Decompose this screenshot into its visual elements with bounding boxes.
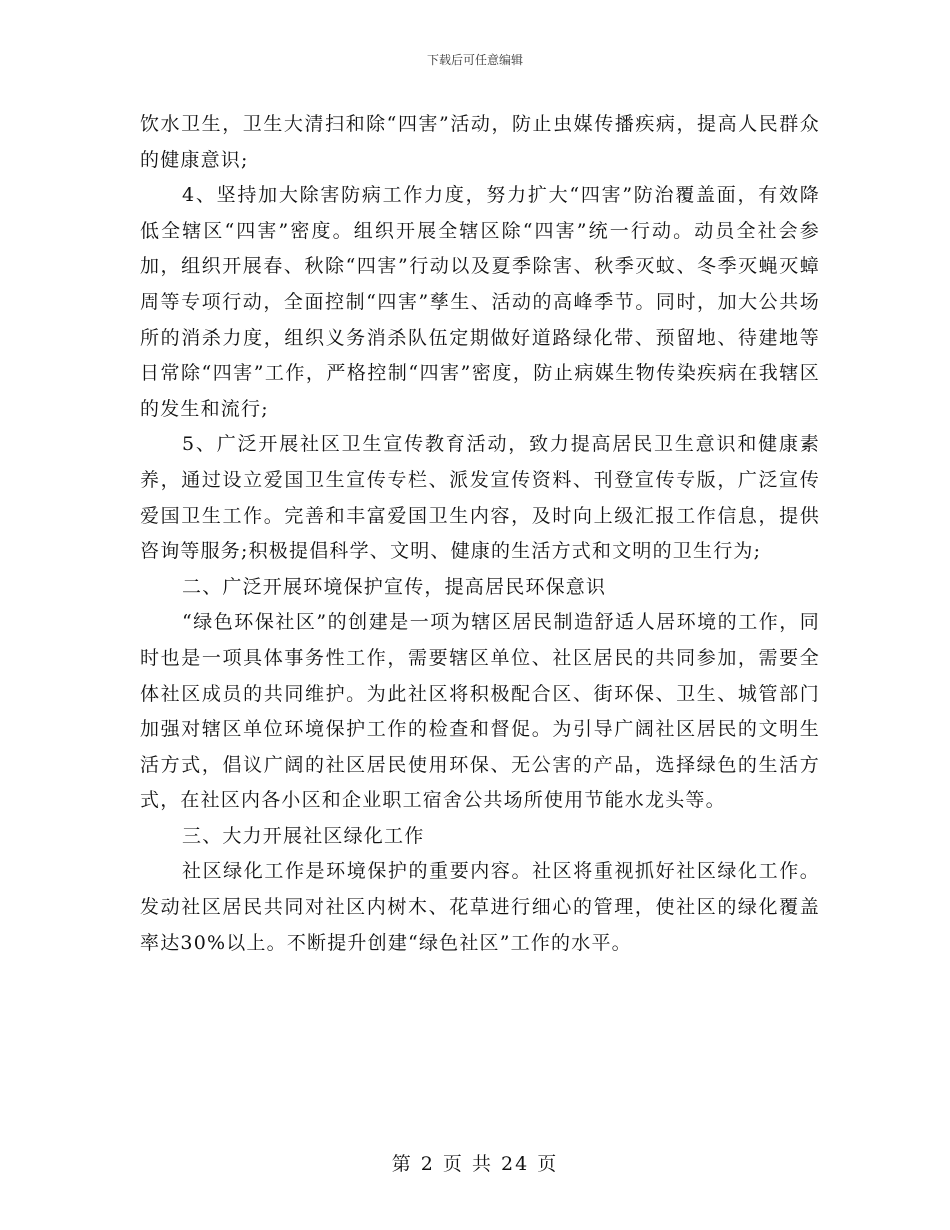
paragraph-2: 4、坚持加大除害防病工作力度，努力扩大“四害”防治覆盖面，有效降低全辖区“四害”密度。组织开展全辖区除“四害”统一行动。动员全社会参加，组织开展春、秋除“四害”行动以及夏季除害、秋季灭蚊、冬季灭蝇灭蟑周等专项行动，全面控制“四害”孳生、活动的高峰季节。同时，加大公共场所的消杀力度，组织义务消杀队伍定期做好道路绿化带、预留地、待建地等日常除“四害”工作，严格控制“四害”密度，防止病媒生物传染疾病在我辖区的发生和流行; (140, 184, 820, 420)
paragraph-4: “绿色环保社区”的创建是一项为辖区居民制造舒适人居环境的工作，同时也是一项具体事务性工作，需要辖区单位、社区居民的共同参加，需要全体社区成员的共同维护。为此社区将积极配合区、街环保、卫生、城管部门加强对辖区单位环境保护工作的检查和督促。为引导广阔社区居民的文明生活方式，倡议广阔的社区居民使用环保、无公害的产品，选择绿色的生活方式，在社区内各小区和企业职工宿舍公共场所使用节能水龙头等。 (140, 611, 820, 812)
page-header: 下载后可任意编辑 (426, 53, 523, 67)
page-number: 第 2 页 共 24 页 (391, 1153, 559, 1175)
paragraph-3: 5、广泛开展社区卫生宣传教育活动，致力提高居民卫生意识和健康素养，通过设立爱国卫生宣传专栏、派发宣传资料、刊登宣传专版，广泛宣传爱国卫生工作。完善和丰富爱国卫生内容，及时向上级汇报工作信息，提供咨询等服务;积极提倡科学、文明、健康的生活方式和文明的卫生行为; (140, 433, 820, 563)
section-heading-3: 三、大力开展社区绿化工作 (182, 824, 425, 847)
section-heading-2: 二、广泛开展环境保护宣传，提高居民环保意识 (182, 575, 607, 598)
document-body (140, 107, 820, 961)
paragraph-1: 饮水卫生，卫生大清扫和除“四害”活动，防止虫媒传播疾病，提高人民群众的健康意识; (140, 113, 820, 171)
paragraph-5: 社区绿化工作是环境保护的重要内容。社区将重视抓好社区绿化工作。发动社区居民共同对社区内树木、花草进行细心的管理，使社区的绿化覆盖率达30%以上。不断提升创建“绿色社区”工作的水平。 (140, 860, 820, 954)
